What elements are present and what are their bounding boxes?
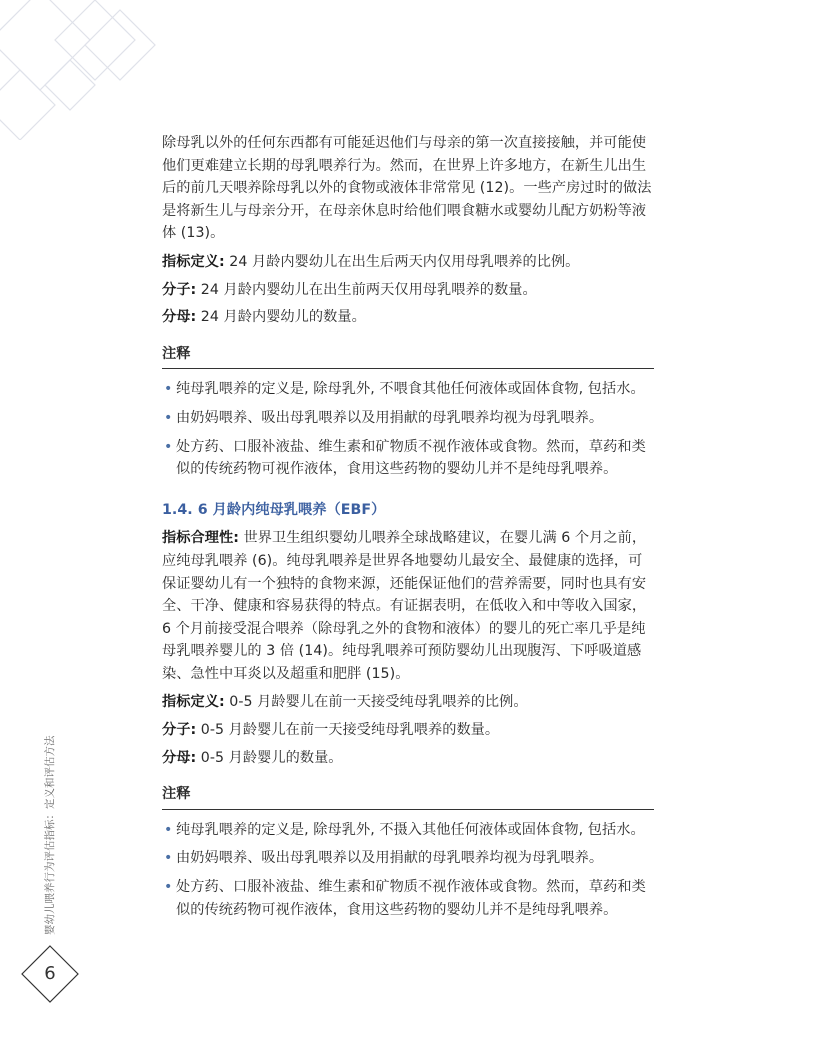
definition-label: 指标定义: bbox=[162, 253, 225, 270]
list-item: • 纯母乳喂养的定义是, 除母乳外, 不摄入其他任何液体或固体食物, 包括水。 bbox=[162, 819, 654, 842]
notes-title: 注释 bbox=[162, 343, 654, 370]
rationale-paragraph bbox=[162, 527, 654, 685]
rationale-text: 世界卫生组织婴幼儿喂养全球战略建议，在婴儿满 6 个月之前，应纯母乳喂养 (6)。纯母乳喂养是世界各地婴幼儿最安全、最健康的选择，可保证婴幼儿有一个独特的食物来源，还能保证他们的营养需要，同时也具有安全、干净、健康和容易获得的特点。有证据表明，在低收入和中等收入国家，6 个月前接受混合喂养（除母乳之外的食物和液体）的婴儿的死亡率几乎是纯母乳喂养婴儿的 3 倍 (14)。纯母乳喂养可预防婴幼儿出现腹泻、下呼吸道感染、急性中耳炎以及超重和肥胖 (15)。 bbox=[162, 530, 647, 682]
list-item: • 由奶妈喂养、吸出母乳喂养以及用捐献的母乳喂养均视为母乳喂养。 bbox=[162, 847, 654, 870]
numerator-line bbox=[162, 719, 654, 742]
definition-text: 24 月龄内婴幼儿在出生后两天内仅用母乳喂养的比例。 bbox=[224, 253, 580, 270]
denominator-line bbox=[162, 306, 654, 329]
page-content bbox=[162, 132, 654, 927]
list-item: • 由奶妈喂养、吸出母乳喂养以及用捐献的母乳喂养均视为母乳喂养。 bbox=[162, 407, 654, 430]
definition-label: 指标定义: bbox=[162, 694, 225, 711]
bullet-icon: • bbox=[164, 821, 173, 838]
denominator-line bbox=[162, 747, 654, 770]
list-item: • 处方药、口服补液盐、维生素和矿物质不视作液体或食物。然而，草药和类似的传统药物可视作液体，食用这些药物的婴幼儿并不是纯母乳喂养。 bbox=[162, 876, 654, 921]
denominator-text: 24 月龄内婴幼儿的数量。 bbox=[196, 309, 366, 326]
numerator-text: 24 月龄内婴幼儿在出生前两天仅用母乳喂养的数量。 bbox=[196, 281, 537, 298]
numerator-label: 分子: bbox=[162, 722, 197, 739]
list-item: • 处方药、口服补液盐、维生素和矿物质不视作液体或食物。然而，草药和类似的传统药物可视作液体，食用这些药物的婴幼儿并不是纯母乳喂养。 bbox=[162, 436, 654, 481]
section-heading: 1.4. 6 月龄内纯母乳喂养（EBF） bbox=[162, 501, 386, 518]
bullet-icon: • bbox=[164, 381, 173, 398]
definition-line bbox=[162, 251, 654, 274]
notes-title: 注释 bbox=[162, 783, 654, 810]
decorative-diamond-pattern bbox=[0, 0, 180, 140]
definition-line bbox=[162, 691, 654, 714]
running-title: 婴幼儿喂养行为评估指标：定义和评估方法 bbox=[44, 735, 56, 935]
denominator-label: 分母: bbox=[162, 309, 197, 326]
numerator-text: 0-5 月龄婴儿在前一天接受纯母乳喂养的数量。 bbox=[196, 722, 500, 739]
bullet-icon: • bbox=[164, 438, 173, 455]
bullet-icon: • bbox=[164, 879, 173, 896]
numerator-label: 分子: bbox=[162, 281, 197, 298]
bullet-icon: • bbox=[164, 409, 173, 426]
list-item: • 纯母乳喂养的定义是, 除母乳外, 不喂食其他任何液体或固体食物, 包括水。 bbox=[162, 378, 654, 401]
bullet-icon: • bbox=[164, 850, 173, 867]
denominator-text: 0-5 月龄婴儿的数量。 bbox=[196, 749, 343, 766]
notes-list bbox=[162, 819, 654, 921]
page-number: 6 bbox=[44, 963, 56, 984]
definition-text: 0-5 月龄婴儿在前一天接受纯母乳喂养的比例。 bbox=[224, 694, 528, 711]
denominator-label: 分母: bbox=[162, 749, 197, 766]
rationale-label: 指标合理性: bbox=[162, 530, 239, 547]
intro-paragraph: 除母乳以外的任何东西都有可能延迟他们与母亲的第一次直接接触，并可能使他们更难建立长期的母乳喂养行为。然而，在世界上许多地方，在新生儿出生后的前几天喂养除母乳以外的食物或液体非常常见 (12)。一些产房过时的做法是将新生儿与母亲分开，在母亲休息时给他们喂食糖水或婴幼儿配方奶粉等液体 (13)。 bbox=[162, 135, 652, 242]
notes-list bbox=[162, 378, 654, 480]
numerator-line bbox=[162, 279, 654, 302]
